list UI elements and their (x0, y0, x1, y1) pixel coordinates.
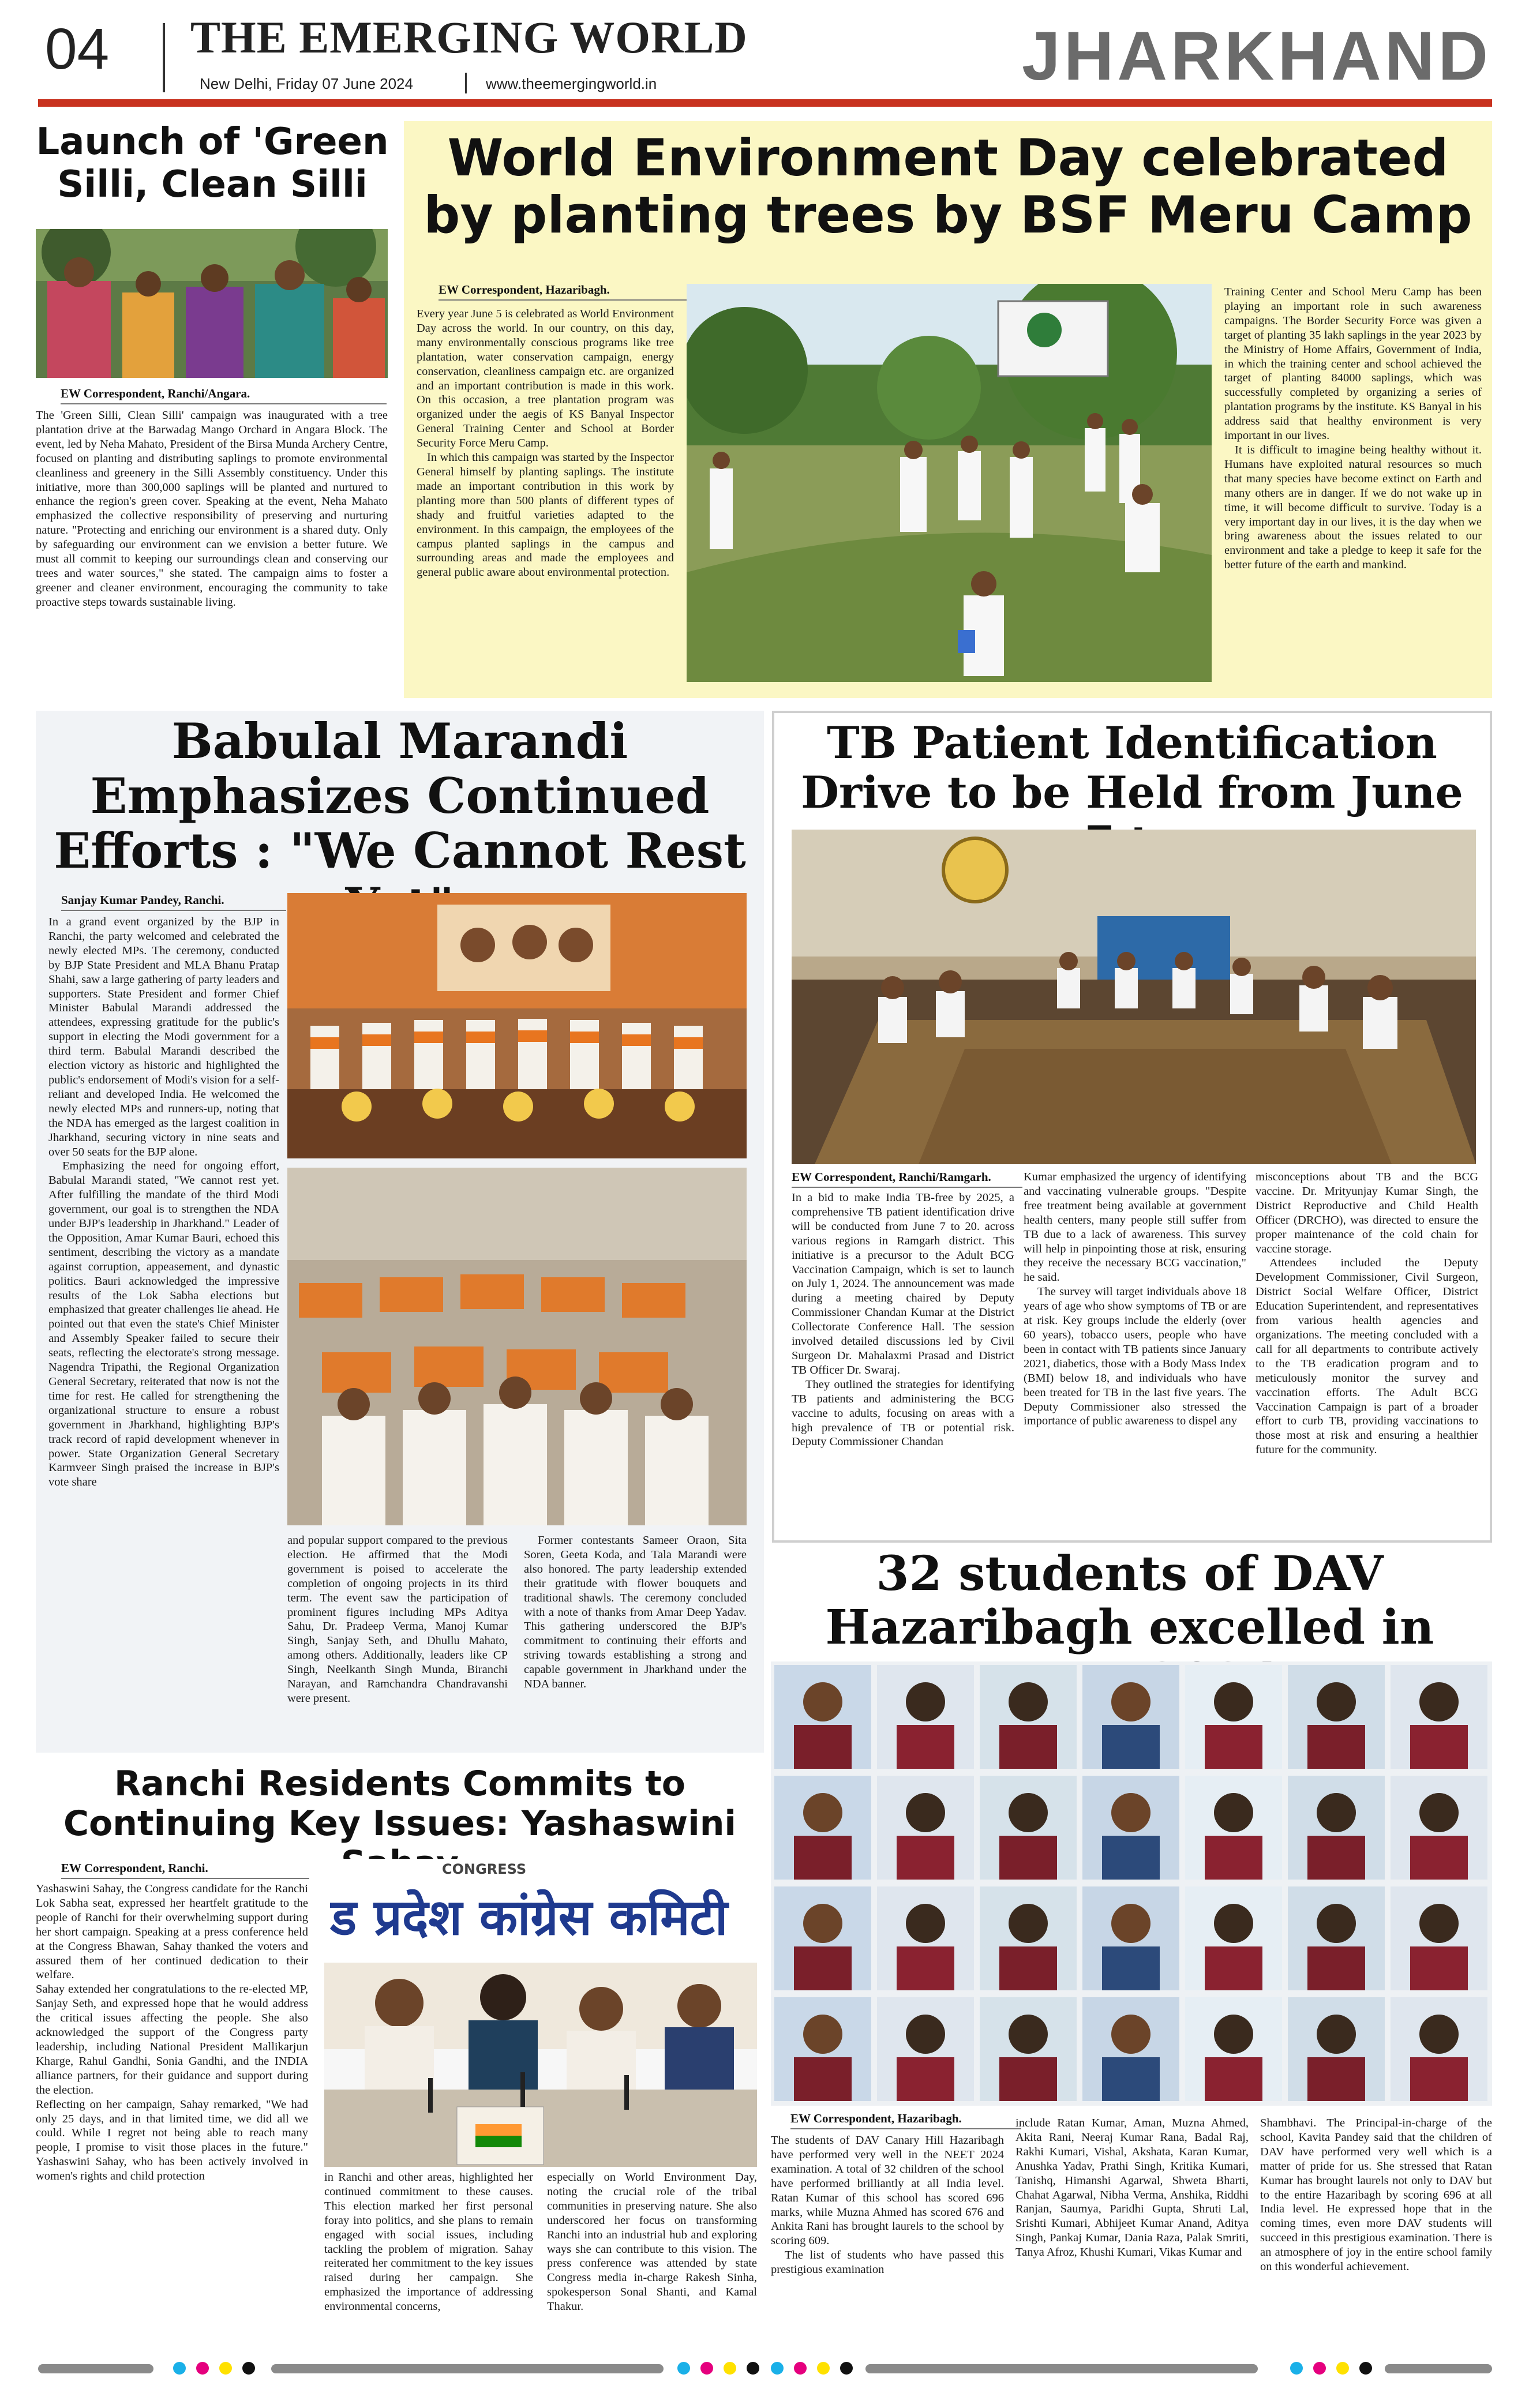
magenta-dot (794, 2362, 807, 2375)
yellow-dot (724, 2362, 736, 2375)
marandi-col3 (524, 1533, 747, 1747)
dav-neet-paragraph: The list of students who have passed this prestigious examination (771, 2249, 1004, 2276)
paper-name: THE EMERGING WORLD (190, 12, 748, 62)
marandi-audience-photo (287, 1168, 747, 1525)
environment-day-paragraph: In which this campaign was started by the Inspector General himself by planting saplings. The institute made an important contribution in this work by planting more than 500 plants of different types of shady and fruitful varieties adapted to the environment. In this campaign, the employees of the campus planted saplings in the campus and surrounding areas and made the employees and general public aware about environmental protection. (417, 451, 674, 579)
masthead-red-rule (38, 99, 1492, 107)
dav-neet-paragraph: include Ratan Kumar, Aman, Muzna Ahmed, Akita Rani, Neeraj Kumar Rana, Badal Raj, Rakhi Kumari, Vishal, Akshata, Karan Kumar, Anushka Yadav, Prathi Singh, Kritika Kumari, Tanishq, Himanshi Agarwal, Shweta Bharti, Chahat Agarwal, Nibha Verma, Anshika, Riddhi Ranjan, Saumya, Paridhi Gupta, Shruti Lal, Srishti Kumari, Abhijeet Kumar Anand, Aditya Singh, Pankaj Kumar, Dania Raza, Palak Smriti, Tanya Afroz, Khushi Kumari, Vikas Kumar and (1015, 2117, 1249, 2259)
dav-neet-byline: EW Correspondent, Hazaribagh. (790, 2111, 1021, 2129)
sahay-col2 (324, 2170, 533, 2354)
print-bar (271, 2364, 664, 2373)
marandi-stage-photo (287, 893, 747, 1158)
dav-neet-col1 (771, 2133, 1004, 2353)
green-silli-headline: Launch of 'Green Silli, Clean Silli (36, 121, 389, 206)
masthead-divider (163, 23, 165, 92)
sahay-paragraph: Yashaswini Sahay, the Congress candidate for the Ranchi Lok Sabha seat, expressed her heartfelt gratitude to the people of Ranchi for their overwhelming support during her short campaign. Speaking at a press conference held at the Congress Bhawan, Sahay thanked the voters and assured them of her continued dedication to their welfare. (36, 1882, 308, 1982)
page-number: 04 (45, 17, 110, 81)
marandi-col1 (48, 915, 279, 1746)
tb-drive-headline: TB Patient Identification Drive to be Held from June (801, 717, 1463, 818)
black-dot (1359, 2362, 1372, 2375)
sahay-banner-text: ड प्रदेश कांग्रेस कमिटी (330, 1889, 728, 1946)
dateline-divider (465, 73, 467, 93)
magenta-dot (1313, 2362, 1326, 2375)
dav-neet-headline: 32 students of DAV Hazaribagh excelled in (825, 1546, 1434, 1655)
print-bar (38, 2364, 153, 2373)
tb-drive-paragraph: Attendees included the Deputy Development Commissioner, Civil Surgeon, District Social Welfare Officer, District Education Superintendent, and representatives from various health agencies and organizations. The meeting concluded with a call for all departments to contribute actively to the TB eradication program and to meticulously monitor the survey and vaccination efforts. The Adult BCG Vaccination Campaign is part of a broader effort to curb TB, providing vaccinations to those most at risk and ensuring a healthier future for the community. (1256, 1256, 1478, 1457)
environment-day-paragraph: It is difficult to imagine being healthy without it. Humans have exploited natural resources so much that many species have become extinct on Earth and many others are in danger. If we do not wake up in time, it will become difficult to survive. Today is a very important day in our lives, it is the day when we bring awareness about the issues related to our environment and take a pledge to keep it safe for the better future of the earth and mankind. (1224, 443, 1482, 572)
environment-day-photo (687, 284, 1212, 682)
print-bar (1385, 2364, 1492, 2373)
section-title: JHARKHAND (1021, 17, 1491, 95)
sahay-col1 (36, 1882, 308, 2354)
marandi-paragraph: and popular support compared to the previous election. He affirmed that the Modi government is poised to accelerate the completion of ongoing projects in its third term. The event saw the participation of prominent figures including MPs Aditya Sahu, Dr. Pradeep Verma, Manoj Kumar Singh, Sanjay Seth, and Dhullu Mahato, among others. Additionally, leaders like CP Singh, Neelkanth Singh Munda, Biranchi Narayan, and Ramchandra Chandravanshi were present. (287, 1534, 508, 1705)
green-silli-paragraph: The 'Green Silli, Clean Silli' campaign was inaugurated with a tree plantation drive at the Barwadag Mango Orchard in Angara Block. The event, led by Neha Mahato, President of the Birsa Munda Archery Centre, focused on planting and distributing saplings to promote environmental cleanliness and greenery in the Silli Assembly constituency. Under this initiative, more than 300,000 saplings will be planted and nurtured to enhance the region's green cover. Speaking at the event, Neha Mahato emphasized the collective responsibility of preserving and nurturing nature. "Protecting and enriching our environment is a shared duty. Only by safeguarding our environment can we envision a better future. We must all commit to keeping our surroundings clean and conserving our trees and water sources," she stated. The campaign aims to foster a greener and cleaner environment, encouraging the community to take proactive steps towards sustainable living. (36, 409, 388, 609)
marandi-headline: Babulal Marandi Emphasizes Continued Efforts : "We Cannot Rest (54, 712, 746, 879)
tb-drive-col2 (1024, 1170, 1246, 1537)
black-dot (747, 2362, 759, 2375)
dav-neet-col3 (1260, 2116, 1492, 2353)
sahay-banner-small: CONGRESS (442, 1861, 527, 1877)
green-silli-byline: EW Correspondent, Ranchi/Angara. (61, 387, 387, 404)
dav-neet-paragraph: The students of DAV Canary Hill Hazaribagh have performed very well in the NEET 2024 examination. A total of 32 children of the school have performed brilliantly at all India level. Ratan Kumar of this school has scored 696 marks, while Muzna Ahmed has scored 676 and Ankita Rani has brought laurels to the school by scoring 609. (771, 2134, 1004, 2248)
tb-drive-paragraph: The survey will target individuals above 18 years of age who show symptoms of TB or are at risk. Key groups include the elderly (over 60 years), tobacco users, people who have been in contact with TB patients since January 2021, diabetics, those with a Body Mass Index (BMI) below 18, and individuals who have been treated for TB in the last five years. The Deputy Commissioner also stressed the importance of public awareness to dispel any (1024, 1285, 1246, 1428)
environment-day-col3 (1224, 285, 1482, 689)
tb-drive-paragraph: In a bid to make India TB-free by 2025, a comprehensive TB patient identification drive will be conducted from June 7 to 20. across various regions in Ramgarh district. This initiative is a precursor to the Adult BCG Vaccination Campaign, which is set to launch on July 1, 2024. The announcement was made during a meeting chaired by Deputy Commissioner Chandan Kumar at the District Collectorate Conference Hall. The session involved detailed discussions led by Civil Surgeon Dr. Mahalaxmi Prasad and District TB Officer Dr. Swaraj. (792, 1191, 1014, 1376)
sahay-paragraph: especially on World Environment Day, noting the crucial role of the tribal communities in preserving nature. She also underscored her focus on transforming Ranchi into an industrial hub and exploring ways she can contribute to this vision. The press conference was attended by state Congress media in-charge Rakesh Sinha, spokesperson Sonal Shanti, and Kamal Thakur. (547, 2171, 757, 2313)
environment-day-col1 (417, 307, 674, 689)
yellow-dot (1336, 2362, 1349, 2375)
dav-neet-col2 (1015, 2116, 1249, 2353)
tb-drive-meeting-photo (792, 830, 1476, 1164)
sahay-col3 (547, 2170, 757, 2354)
magenta-dot (196, 2362, 209, 2375)
sahay-paragraph: in Ranchi and other areas, highlighted her continued commitment to these causes. This election marked her first personal foray into politics, and she plans to remain engaged with social issues, including tackling the problem of migration. Sahay reiterated her commitment to the key issues raised during her campaign. She emphasized the importance of addressing environmental concerns, (324, 2171, 533, 2313)
dav-neet-paragraph: Shambhavi. The Principal-in-charge of the school, Kavita Pandey said that the children of DAV have performed very well which is a matter of pride for us. She stressed that Ratan Kumar has brought laurels not only to DAV but to the entire Hazaribagh by scoring 696 at all India level. He expressed hope that in the coming times, even more DAV students will succeed in this prestigious examination. There is an atmosphere of joy in the entire school family on this wonderful achievement. (1260, 2117, 1492, 2274)
yellow-dot (219, 2362, 232, 2375)
tb-drive-paragraph: They outlined the strategies for identifying TB patients and administering the BCG vaccine to adults, focusing on areas with a high prevalence of TB or potential risk. Deputy Commissioner Chandan (792, 1378, 1014, 1449)
sahay-paragraph: Reflecting on her campaign, Sahay remarked, "We had only 25 days, and in that limited time, we did all we could. While I regret not being able to reach many people, I promise to visit those places in the future." Yashaswini Sahay, who has been actively involved in women's rights and child protection (36, 2098, 308, 2183)
sahay-press-photo (324, 1859, 757, 2167)
date-line: New Delhi, Friday 07 June 2024 (200, 75, 413, 92)
black-dot (840, 2362, 853, 2375)
environment-day-paragraph: Every year June 5 is celebrated as World Environment Day across the world. In our country, on this day, many environmentally conscious programs like tree plantation, water conservation campaign, energy conservation, cleanliness campaign etc. are organized and an important contribution is made in this work. On this occasion, a tree plantation program was organized under the aegis of KS Banyal Inspector General Training Center and School at Border Security Force Meru Camp. (417, 307, 674, 450)
marandi-col2 (287, 1533, 508, 1747)
cyan-dot (1290, 2362, 1303, 2375)
environment-day-paragraph: Training Center and School Meru Camp has been playing an important role in such awareness campaigns. The Border Security Force was given a target of planting 35 lakh saplings in the year 2023 by the Ministry of Home Affairs, Government of India, in which the training center and school achieved the target of planting 84000 saplings, which was successfully completed by organizing a series of plantation programs by the institute. KS Banyal in his address said that healthy environment is very important in our lives. (1224, 286, 1482, 442)
environment-day-headline: World Environment Day celebrated by planting trees by BSF Meru Camp (424, 128, 1472, 245)
magenta-dot (700, 2362, 713, 2375)
green-silli-photo (36, 229, 388, 378)
cyan-dot (771, 2362, 784, 2375)
tb-drive-paragraph: misconceptions about TB and the BCG vaccine. Dr. Mrityunjay Kumar Singh, the District Reproductive and Child Health Officer (DRCHO), was directed to ensure the proper maintenance of the cold chain for vaccine storage. (1256, 1171, 1478, 1255)
tb-drive-paragraph: Kumar emphasized the urgency of identifying and vaccinating vulnerable groups. "Despite free treatment being available at government health centers, many people still suffer from TB due to a lack of awareness. This survey will help in pinpointing those at risk, ensuring they receive the necessary BCG vaccination," he said. (1024, 1171, 1246, 1284)
tb-drive-col1 (792, 1191, 1014, 1537)
tb-drive-byline: EW Correspondent, Ranchi/Ramgarh. (792, 1170, 1022, 1188)
print-bar (865, 2364, 1258, 2373)
marandi-paragraph: Former contestants Sameer Oraon, Sita Soren, Geeta Koda, and Tala Marandi were also honored. The party leadership extended their gratitude with flower bouquets and traditional shawls. The ceremony concluded with a note of thanks from Amar Deep Yadav. This gathering underscored the BJP's commitment to continuing their efforts and striving towards establishing a strong and capable government in Jharkhand under the NDA banner. (524, 1534, 747, 1691)
black-dot (242, 2362, 255, 2375)
marandi-paragraph: In a grand event organized by the BJP in Ranchi, the party welcomed and celebrated the newly elected MPs. The ceremony, conducted by BJP State President and MLA Bhanu Pratap Shahi, saw a large gathering of party leaders and supporters. State President and former Chief Minister Babulal Marandi addressed the attendees, expressing gratitude for the public's support in electing the Modi government for a third term. Babulal Marandi described the election victory as historic and highlighted the public's endorsement of Modi's vision for a self-reliant and developed India. He welcomed the newly elected MPs and runners-up, noting that the NDA has emerged as the largest coalition in Jharkhand, securing victory in nine seats and over 50 seats for the BJP alone. (48, 916, 279, 1158)
dav-neet-photo-grid (771, 1661, 1492, 2106)
sahay-headline: Ranchi Residents Commits to Continuing Key Issues: Yashaswini (63, 1764, 736, 1844)
yellow-dot (817, 2362, 830, 2375)
cyan-dot (173, 2362, 186, 2375)
marandi-paragraph: Emphasizing the need for ongoing effort, Babulal Marandi stated, "We cannot rest yet. After fulfilling the mandate of the third Modi government, our goal is to strengthen the NDA under BJP's leadership in Jharkhand." Leader of the Opposition, Amar Kumar Bauri, echoed this sentiment, describing the victory as a mandate against corruption, appeasement, and dynastic politics. Bauri acknowledged the impressive results of the Lok Sabha elections but emphasized that greater challenges lie ahead. He pointed out that even the state's Chief Minister and Assembly Speaker failed to secure their seats, reflecting the electorate's strong message. Nagendra Tripathi, the Regional Organization General Secretary, reiterated that now is not the time for rest. He called for strengthening the organizational structure to ensure a robust government in Jharkhand, highlighting BJP's track record of rapid development whenever in power. State Organization General Secretary Karmveer Singh praised the increase in BJP's vote share (48, 1160, 279, 1489)
cyan-dot (677, 2362, 690, 2375)
marandi-byline: Sanjay Kumar Pandey, Ranchi. (61, 893, 286, 911)
tb-drive-col3 (1256, 1170, 1478, 1537)
website: www.theemergingworld.in (486, 75, 657, 92)
sahay-paragraph: Sahay extended her congratulations to the re-elected MP, Sanjay Seth, and expressed hope that he would address the critical issues affecting the people. She also acknowledged the support of the Congress party leadership, including National President Mallikarjun Kharge, Rahul Gandhi, Sonia Gandhi, and the INDIA alliance partners, for their guidance and support during the election. (36, 1983, 308, 2096)
green-silli-body (36, 408, 388, 697)
sahay-byline: EW Correspondent, Ranchi. (61, 1861, 309, 1879)
environment-day-byline: EW Correspondent, Hazaribagh. (439, 283, 687, 301)
